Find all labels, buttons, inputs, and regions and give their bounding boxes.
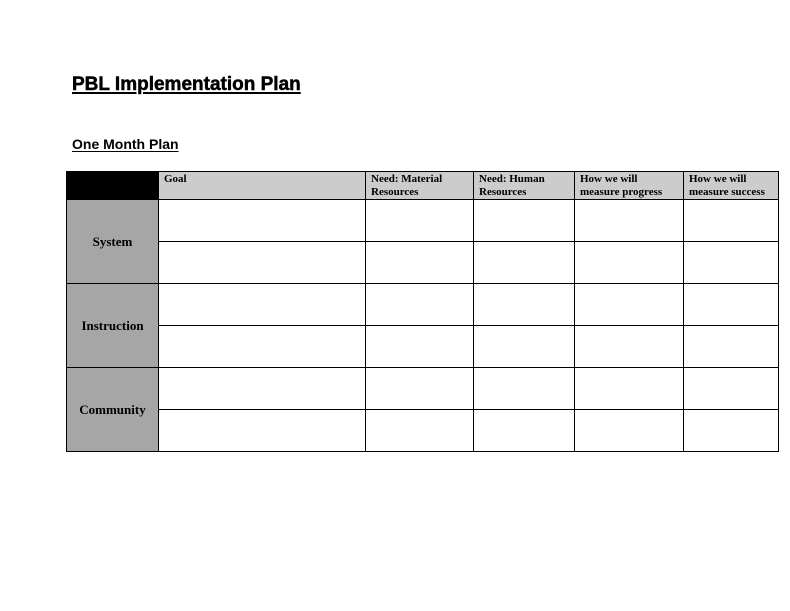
table-row bbox=[67, 368, 779, 410]
category-instruction: Instruction bbox=[67, 284, 159, 368]
measure-progress-cell[interactable] bbox=[575, 326, 684, 368]
human-resources-cell[interactable] bbox=[474, 200, 575, 242]
column-header-human-resources: Need: Human Resources bbox=[474, 172, 575, 200]
human-resources-cell[interactable] bbox=[474, 410, 575, 452]
material-resources-cell[interactable] bbox=[366, 284, 474, 326]
measure-success-cell[interactable] bbox=[684, 368, 779, 410]
plan-table bbox=[66, 171, 779, 452]
measure-progress-cell[interactable] bbox=[575, 410, 684, 452]
document-title: PBL Implementation Plan bbox=[72, 74, 301, 95]
material-resources-cell[interactable] bbox=[366, 368, 474, 410]
measure-success-cell[interactable] bbox=[684, 200, 779, 242]
table-row bbox=[67, 284, 779, 326]
measure-success-cell[interactable] bbox=[684, 410, 779, 452]
plan-subtitle: One Month Plan bbox=[72, 136, 179, 152]
measure-progress-cell[interactable] bbox=[575, 284, 684, 326]
header-row bbox=[67, 172, 779, 200]
goal-cell[interactable] bbox=[159, 410, 366, 452]
human-resources-cell[interactable] bbox=[474, 326, 575, 368]
measure-success-cell[interactable] bbox=[684, 242, 779, 284]
goal-cell[interactable] bbox=[159, 200, 366, 242]
goal-cell[interactable] bbox=[159, 326, 366, 368]
column-header-measure-success: How we will measure success bbox=[684, 172, 779, 200]
measure-success-cell[interactable] bbox=[684, 326, 779, 368]
human-resources-cell[interactable] bbox=[474, 284, 575, 326]
material-resources-cell[interactable] bbox=[366, 410, 474, 452]
table-row bbox=[67, 200, 779, 242]
table-row bbox=[67, 242, 779, 284]
measure-progress-cell[interactable] bbox=[575, 242, 684, 284]
table-row bbox=[67, 326, 779, 368]
material-resources-cell[interactable] bbox=[366, 326, 474, 368]
column-header-measure-progress: How we will measure progress bbox=[575, 172, 684, 200]
human-resources-cell[interactable] bbox=[474, 242, 575, 284]
category-community: Community bbox=[67, 368, 159, 452]
goal-cell[interactable] bbox=[159, 284, 366, 326]
column-header-material-resources: Need: Material Resources bbox=[366, 172, 474, 200]
goal-cell[interactable] bbox=[159, 368, 366, 410]
corner-cell bbox=[67, 172, 159, 200]
human-resources-cell[interactable] bbox=[474, 368, 575, 410]
goal-cell[interactable] bbox=[159, 242, 366, 284]
category-system: System bbox=[67, 200, 159, 284]
table-row bbox=[67, 410, 779, 452]
material-resources-cell[interactable] bbox=[366, 200, 474, 242]
measure-progress-cell[interactable] bbox=[575, 368, 684, 410]
column-header-goal: Goal bbox=[159, 172, 366, 200]
measure-success-cell[interactable] bbox=[684, 284, 779, 326]
measure-progress-cell[interactable] bbox=[575, 200, 684, 242]
material-resources-cell[interactable] bbox=[366, 242, 474, 284]
